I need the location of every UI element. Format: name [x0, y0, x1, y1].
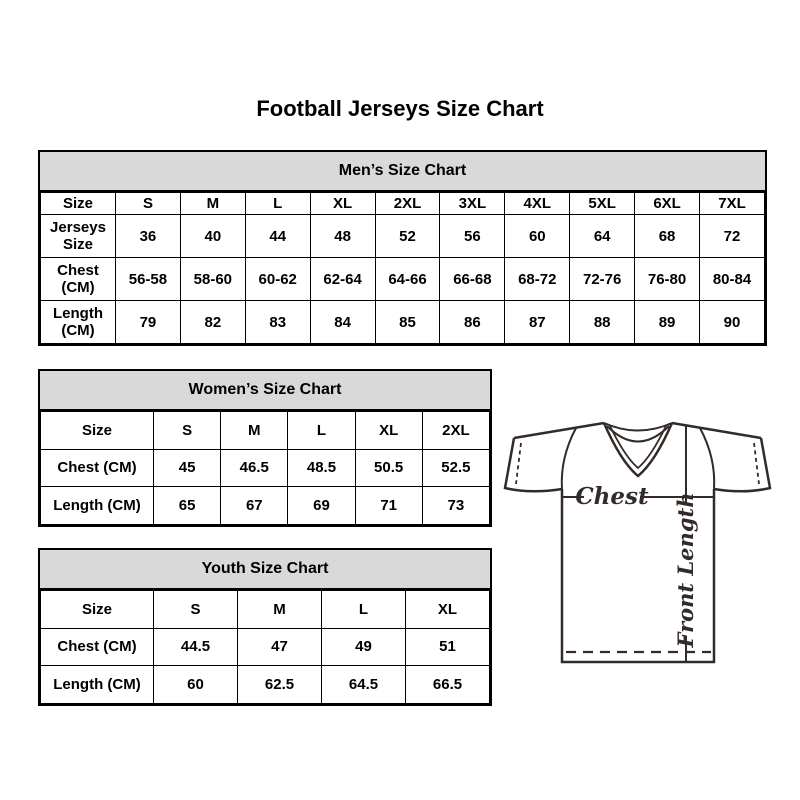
value-cell: 89	[635, 301, 700, 344]
value-cell: 80-84	[700, 258, 765, 301]
youth-table-grid	[40, 590, 490, 704]
column-header-cell: XL	[406, 591, 490, 629]
jersey-right-cuff-stitch-dashed	[754, 443, 759, 484]
value-cell: 56	[440, 215, 505, 258]
table-row	[41, 215, 765, 258]
value-cell: 44	[245, 215, 310, 258]
row-label-cell: Chest (CM)	[41, 628, 154, 666]
table-row	[41, 487, 490, 525]
value-cell: 56-58	[116, 258, 181, 301]
column-header-cell: L	[322, 591, 406, 629]
column-header-cell: 6XL	[635, 193, 700, 215]
value-cell: 79	[116, 301, 181, 344]
mens-size-chart-table	[38, 150, 767, 346]
value-cell: 67	[221, 487, 288, 525]
jersey-left-sleeve	[505, 438, 562, 491]
value-cell: 40	[180, 215, 245, 258]
column-header-cell: M	[221, 412, 288, 450]
value-cell: 90	[700, 301, 765, 344]
column-header-cell: Size	[41, 591, 154, 629]
mens-table-title: Men’s Size Chart	[40, 152, 765, 192]
jersey-right-sleeve	[714, 438, 770, 491]
value-cell: 68-72	[505, 258, 570, 301]
value-cell: 60-62	[245, 258, 310, 301]
column-header-cell: 5XL	[570, 193, 635, 215]
column-header-cell: Size	[41, 193, 116, 215]
youth-table-title: Youth Size Chart	[40, 550, 490, 590]
column-header-cell: L	[288, 412, 355, 450]
womens-size-chart-table	[38, 369, 492, 527]
column-header-cell: M	[180, 193, 245, 215]
column-header-cell: 7XL	[700, 193, 765, 215]
womens-table-title: Women’s Size Chart	[40, 371, 490, 411]
table-row	[41, 301, 765, 344]
value-cell: 62-64	[310, 258, 375, 301]
value-cell: 58-60	[180, 258, 245, 301]
value-cell: 48.5	[288, 449, 355, 487]
value-cell: 88	[570, 301, 635, 344]
jersey-vneck-inner	[610, 426, 666, 468]
jersey-right-sleeve-seam	[700, 428, 714, 489]
value-cell: 86	[440, 301, 505, 344]
jersey-left-shoulder-seam	[514, 423, 604, 438]
youth-size-chart-table	[38, 548, 492, 706]
womens-table-grid	[40, 411, 490, 525]
value-cell: 72	[700, 215, 765, 258]
table-row	[41, 628, 490, 666]
value-cell: 68	[635, 215, 700, 258]
chest-label: Chest	[575, 483, 649, 510]
row-label-cell: Chest (CM)	[41, 258, 116, 301]
table-row	[41, 591, 490, 629]
column-header-cell: 2XL	[375, 193, 440, 215]
column-header-cell: 4XL	[505, 193, 570, 215]
column-header-cell: S	[154, 591, 238, 629]
value-cell: 44.5	[154, 628, 238, 666]
table-row	[41, 412, 490, 450]
value-cell: 87	[505, 301, 570, 344]
front-length-label: Front Length	[673, 492, 698, 648]
value-cell: 71	[355, 487, 422, 525]
value-cell: 66-68	[440, 258, 505, 301]
column-header-cell: XL	[355, 412, 422, 450]
value-cell: 66.5	[406, 666, 490, 704]
value-cell: 49	[322, 628, 406, 666]
value-cell: 64-66	[375, 258, 440, 301]
row-label-cell: Chest (CM)	[41, 449, 154, 487]
value-cell: 60	[154, 666, 238, 704]
value-cell: 76-80	[635, 258, 700, 301]
column-header-cell: S	[116, 193, 181, 215]
value-cell: 69	[288, 487, 355, 525]
mens-table-grid	[40, 192, 765, 344]
column-header-cell: S	[154, 412, 221, 450]
column-header-cell: Size	[41, 412, 154, 450]
row-label-cell: Length (CM)	[41, 666, 154, 704]
row-label-cell: Length (CM)	[41, 301, 116, 344]
jersey-measurement-diagram	[500, 400, 775, 680]
jersey-left-sleeve-seam	[562, 428, 576, 489]
jersey-left-cuff-stitch-dashed	[516, 443, 521, 484]
value-cell: 85	[375, 301, 440, 344]
value-cell: 84	[310, 301, 375, 344]
row-label-cell: Length (CM)	[41, 487, 154, 525]
row-label-cell: Jerseys Size	[41, 215, 116, 258]
value-cell: 60	[505, 215, 570, 258]
value-cell: 47	[238, 628, 322, 666]
value-cell: 46.5	[221, 449, 288, 487]
column-header-cell: M	[238, 591, 322, 629]
column-header-cell: 2XL	[422, 412, 489, 450]
value-cell: 51	[406, 628, 490, 666]
value-cell: 82	[180, 301, 245, 344]
value-cell: 72-76	[570, 258, 635, 301]
value-cell: 62.5	[238, 666, 322, 704]
value-cell: 83	[245, 301, 310, 344]
column-header-cell: 3XL	[440, 193, 505, 215]
value-cell: 45	[154, 449, 221, 487]
value-cell: 36	[116, 215, 181, 258]
value-cell: 48	[310, 215, 375, 258]
value-cell: 73	[422, 487, 489, 525]
table-row	[41, 449, 490, 487]
value-cell: 50.5	[355, 449, 422, 487]
jersey-collar-opening-arc	[604, 423, 672, 431]
column-header-cell: L	[245, 193, 310, 215]
value-cell: 52	[375, 215, 440, 258]
table-row	[41, 258, 765, 301]
value-cell: 64.5	[322, 666, 406, 704]
value-cell: 52.5	[422, 449, 489, 487]
value-cell: 65	[154, 487, 221, 525]
table-row	[41, 666, 490, 704]
table-row	[41, 193, 765, 215]
page-title: Football Jerseys Size Chart	[256, 96, 544, 121]
column-header-cell: XL	[310, 193, 375, 215]
value-cell: 64	[570, 215, 635, 258]
